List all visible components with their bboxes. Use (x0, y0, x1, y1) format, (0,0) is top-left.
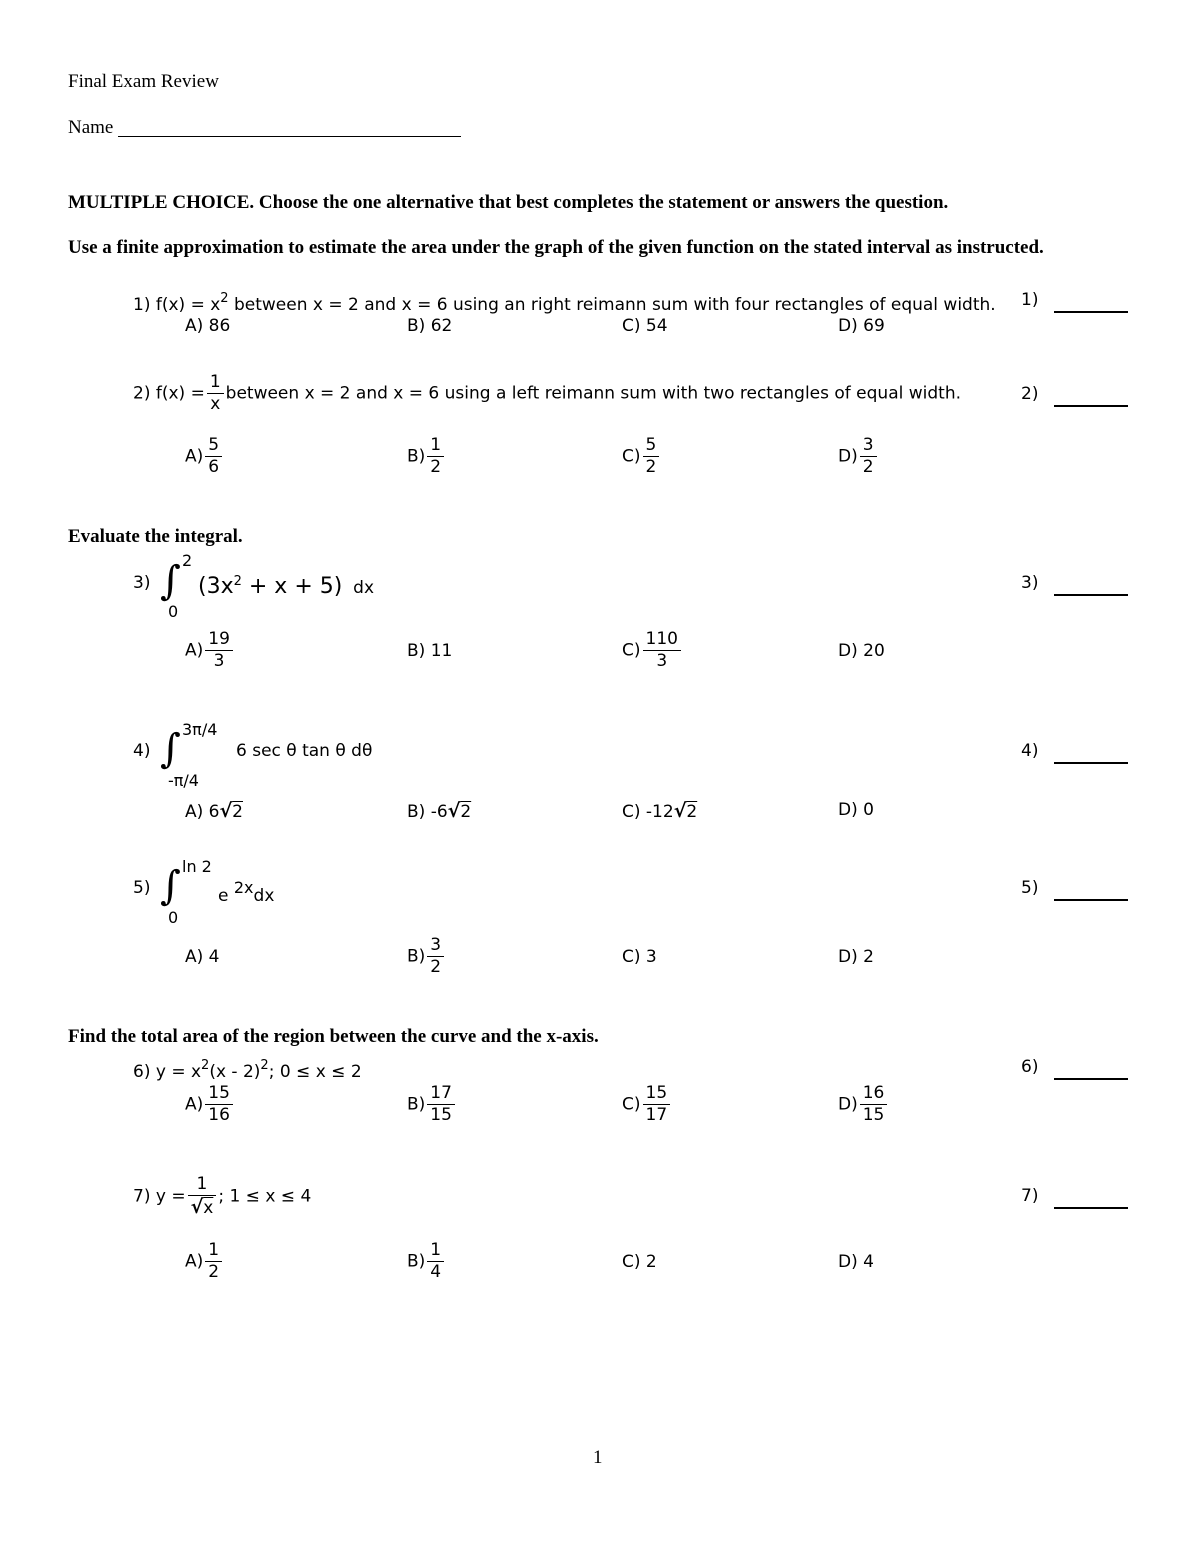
answer-label-2: 2) (1021, 384, 1039, 404)
question-5-number: 5) (133, 878, 151, 898)
choice-2d: D) $\frac{3}{2}$ (838, 437, 879, 476)
integrand: $(3x^2 + x + 5)$ dx (198, 574, 375, 599)
radical-icon: √ (673, 800, 687, 822)
integral-sign: ∫ (160, 863, 181, 909)
fraction-denominator: x (210, 394, 221, 414)
radical-icon: √ (219, 800, 233, 822)
question-number: 1) (133, 295, 151, 315)
name-field-line[interactable] (118, 136, 461, 137)
choice-3a: A) $\frac{19}{3}$ (185, 631, 235, 670)
choice-7d: D) 4 (838, 1252, 874, 1272)
question-2 (133, 374, 961, 413)
integral-lower-limit: 0 (168, 908, 179, 927)
answer-label-7: 7) (1021, 1186, 1039, 1206)
integral-lower-limit: 0 (168, 602, 179, 621)
integral-upper-limit: 3π/4 (182, 720, 218, 739)
answer-blank-6[interactable] (1054, 1078, 1128, 1080)
answer-blank-5[interactable] (1054, 899, 1128, 901)
answer-label-4: 4) (1021, 741, 1039, 761)
section-heading-total-area: Find the total area of the region between the curve and the x-axis. (68, 1026, 599, 1047)
page-number: 1 (593, 1447, 603, 1468)
choice-5b: B) $\frac{3}{2}$ (407, 937, 446, 976)
choice-1c: C) 54 (622, 316, 668, 336)
answer-label-1: 1) (1021, 290, 1039, 310)
answer-blank-7[interactable] (1054, 1207, 1128, 1209)
section-heading-finite-approx: Use a finite approximation to estimate the area under the graph of the given function on the stated interval as instructed. (68, 237, 1044, 258)
choice-6c: C) $\frac{15}{17}$ (622, 1085, 672, 1124)
choice-5c: C) 3 (622, 947, 657, 967)
choice-7a: A) $\frac{1}{2}$ (185, 1242, 224, 1281)
choice-4a: A) 6√2 (185, 800, 243, 822)
exponent: 2 (220, 291, 229, 306)
choice-3c: C) $\frac{110}{3}$ (622, 631, 683, 670)
answer-label-3: 3) (1021, 573, 1039, 593)
radical-icon: √ (447, 800, 461, 822)
answer-label-5: 5) (1021, 878, 1039, 898)
choice-6a: A) $\frac{15}{16}$ (185, 1085, 235, 1124)
fraction-numerator: 1 (207, 374, 224, 394)
question-1 (133, 292, 996, 314)
question-3-number: 3) (133, 573, 151, 593)
choice-2a: A) $\frac{5}{6}$ (185, 437, 224, 476)
integral-upper-limit: 2 (182, 551, 193, 570)
choice-5a: A) 4 (185, 947, 220, 967)
question-4-number: 4) (133, 741, 151, 761)
choice-2c: C) $\frac{5}{2}$ (622, 437, 661, 476)
choice-1d: D) 69 (838, 316, 885, 336)
question-7: 7) y = $\frac{1}{√x}$ ; 1 ≤ x ≤ 4 (133, 1174, 312, 1218)
name-label: Name (68, 117, 114, 138)
choice-3d: D) 20 (838, 641, 885, 661)
answer-blank-2[interactable] (1054, 405, 1128, 407)
question-6: 6) $y = x^2(x - 2)^2$; 0 ≤ x ≤ 2 (133, 1058, 362, 1082)
integrand: 6 sec θ tan θ dθ (236, 741, 373, 761)
document-title: Final Exam Review (68, 71, 219, 92)
choice-2b: B) $\frac{1}{2}$ (407, 437, 446, 476)
question-text: between x = 2 and x = 6 using a left reimann sum with two rectangles of equal width. (225, 383, 962, 404)
question-function: f(x) = (155, 383, 205, 404)
choice-4d: D) 0 (838, 800, 874, 820)
integral-sign: ∫ (160, 558, 181, 604)
section-heading-evaluate: Evaluate the integral. (68, 526, 243, 547)
choice-3b: B) 11 (407, 641, 453, 661)
choice-5d: D) 2 (838, 947, 874, 967)
choice-6b: B) $\frac{17}{15}$ (407, 1085, 457, 1124)
choice-4b: B) -6√2 (407, 800, 472, 822)
integral-lower-limit: -π/4 (168, 771, 199, 790)
question-number: 2) (133, 383, 151, 404)
radical-icon: √ (190, 1196, 204, 1218)
choice-1b: B) 62 (407, 316, 453, 336)
mc-instructions: MULTIPLE CHOICE. Choose the one alternative that best completes the statement or answers the question. (68, 192, 949, 213)
choice-7b: B) $\frac{1}{4}$ (407, 1242, 446, 1281)
choice-6d: D) $\frac{16}{15}$ (838, 1085, 889, 1124)
choice-1a: A) 86 (185, 316, 231, 336)
integral-sign: ∫ (160, 726, 181, 772)
choice-4c: C) -12√2 (622, 800, 698, 822)
integral-upper-limit: ln 2 (182, 857, 212, 876)
answer-blank-3[interactable] (1054, 594, 1128, 596)
question-text: between x = 2 and x = 6 using an right reimann sum with four rectangles of equal width. (228, 295, 996, 315)
answer-label-6: 6) (1021, 1057, 1039, 1077)
answer-blank-1[interactable] (1054, 311, 1128, 313)
choice-7c: C) 2 (622, 1252, 657, 1272)
integrand: e $^{2x}$dx (218, 878, 275, 906)
question-function: f(x) = x (155, 295, 221, 315)
answer-blank-4[interactable] (1054, 762, 1128, 764)
